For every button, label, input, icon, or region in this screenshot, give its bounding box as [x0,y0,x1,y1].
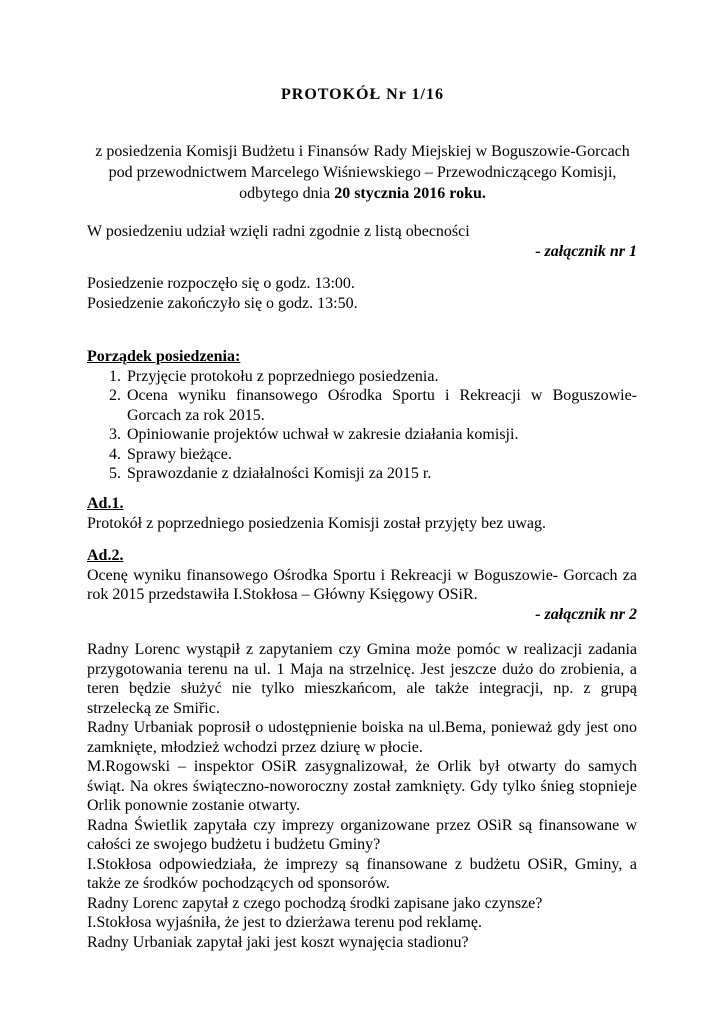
discussion-paragraph: Radny Lorenc zapytał z czego pochodzą środki zapisane jako czynsze? [87,894,543,912]
agenda-item: 3. Opiniowanie projektów uchwał w zakresie działania komisji. [125,425,637,445]
agenda-item: 5. Sprawozdanie z działalności Komisji za 2015 r. [125,464,637,484]
discussion-section [87,640,637,952]
agenda-list [87,367,637,484]
ad1-heading: Ad.1. [87,495,124,512]
discussion-paragraph: Radny Lorenc wystąpił z zapytaniem czy Gmina może pomóc w realizacji zadania przygotowania terenu na ul. 1 Maja na strzelnicę. Jest jeszcze dużo do zrobienia, a teren będzie służyć nie tylko mieszkańcom, ale także integracji, np. z grupą strzelecką ze Smiřic. [87,641,637,717]
agenda-item: 2. Ocena wyniku finansowego Ośrodka Sportu i Rekreacji w Boguszowie-Gorcach za rok 2015. [125,386,637,425]
subtitle-line-1: z posiedzenia Komisji Budżetu i Finansów Rady Miejskiej w Boguszowie-Gorcach [95,143,630,160]
meeting-date: 20 stycznia 2016 roku. [334,185,486,202]
attendance-section [87,222,637,261]
end-time: Posiedzenie zakończyło się o godz. 13:50. [87,294,358,312]
discussion-paragraph: Radny Urbaniak zapytał jaki jest koszt wynajęcia stadionu? [87,933,469,951]
attendance-text: W posiedzeniu udział wzięli radni zgodnie z listą obecności [87,223,470,240]
document-title: PROTOKÓŁ Nr 1/16 [281,86,444,103]
document-subtitle [60,141,665,204]
discussion-paragraph: I.Stokłosa odpowiedziała, że imprezy są finansowane z budżetu OSiR, Gminy, a także ze środków pochodzących od sponsorów. [87,855,637,892]
ad2-heading: Ad.2. [87,547,124,564]
agenda-heading: Porządek posiedzenia: [87,348,241,365]
agenda-section [87,347,637,484]
discussion-paragraph: Radna Świetlik zapytała czy imprezy organizowane przez OSiR są finansowane w całości ze swojego budżetu i budżetu Gminy? [87,816,637,853]
subtitle-line-3 [60,183,665,204]
agenda-item: 4. Sprawy bieżące. [125,445,637,465]
ad2-annex: - załącznik nr 2 [535,605,637,623]
ad1-section [87,494,637,533]
ad2-section [87,546,637,624]
discussion-paragraph: Radny Urbaniak poprosił o udostępnienie boiska na ul.Bema, ponieważ gdy jest ono zamknięte, młodzież wchodzi przez dziurę w płocie. [87,719,637,756]
agenda-item: 1. Przyjęcie protokołu z poprzedniego posiedzenia. [125,367,637,387]
start-time: Posiedzenie rozpoczęło się o godz. 13:00. [87,275,355,292]
times-section [87,274,637,313]
discussion-paragraph: M.Rogowski – inspektor OSiR zasygnalizował, że Orlik był otwarty do samych świąt. Na okres świąteczno-noworoczny został zamknięty. Gdy tylko śnieg stopnieje Orlik ponownie zostanie otwarty. [87,758,637,814]
attendance-annex: - załącznik nr 1 [535,242,637,260]
ad1-text: Protokół z poprzedniego posiedzenia Komisji został przyjęty bez uwag. [87,514,546,532]
subtitle-line-2: pod przewodnictwem Marcelego Wiśniewskiego – Przewodniczącego Komisji, [108,164,617,181]
subtitle-date-prefix: odbytego dnia [239,185,335,202]
discussion-paragraph: I.Stokłosa wyjaśniła, że jest to dzierżawa terenu pod reklamę. [87,914,482,931]
ad2-text: Ocenę wyniku finansowego Ośrodka Sportu i Rekreacji w Boguszowie- Gorcach za rok 2015 przedstawiła I.Stokłosa – Główny Księgowy OSiR. [87,566,637,603]
